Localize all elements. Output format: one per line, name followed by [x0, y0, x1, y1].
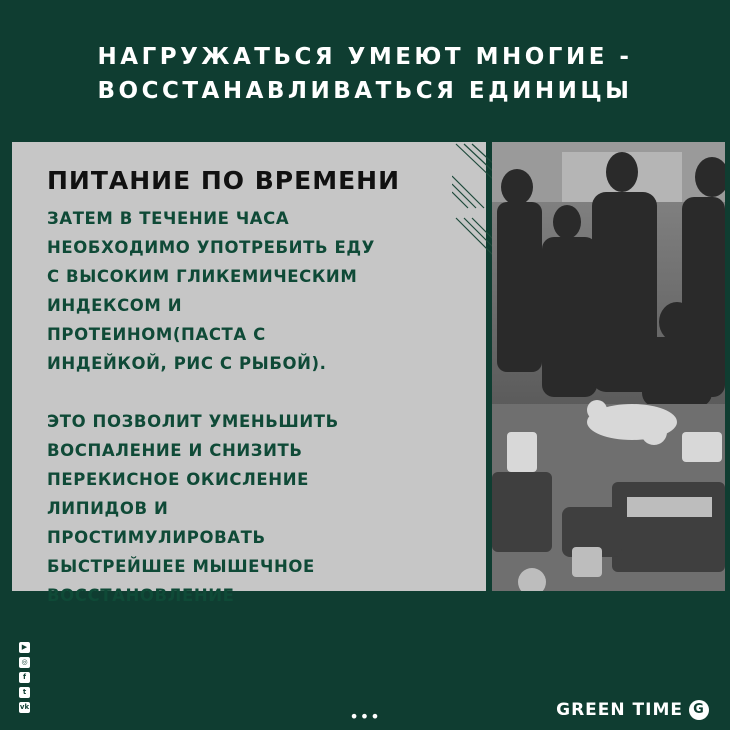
- text-line: ПРОСТИМУЛИРОВАТЬ: [47, 528, 266, 547]
- team-photo-icon: [492, 142, 725, 591]
- text-line: ЭТО ПОЗВОЛИТ УМЕНЬШИТЬ: [47, 412, 339, 431]
- text-line: БЫСТРЕЙШЕЕ МЫШЕЧНОЕ: [47, 557, 315, 576]
- pagination-dots: •••: [349, 707, 381, 726]
- brand-logo-icon: G: [689, 700, 709, 720]
- panel-body: [47, 204, 457, 610]
- text-line: ИНДЕЙКОЙ, РИС С РЫБОЙ).: [47, 354, 327, 373]
- text-line: ВОССТАНОВЛЕНИЕ: [47, 586, 235, 605]
- youtube-icon[interactable]: ▶: [19, 642, 30, 653]
- panel-title: ПИТАНИЕ ПО ВРЕМЕНИ: [47, 166, 401, 195]
- text-line: ПЕРЕКИСНОЕ ОКИСЛЕНИЕ: [47, 470, 309, 489]
- brand-name: GREEN TIME: [556, 700, 683, 720]
- instagram-icon[interactable]: ◎: [19, 657, 30, 668]
- text-line: ИНДЕКСОМ И: [47, 296, 183, 315]
- headline-line-1: НАГРУЖАТЬСЯ УМЕЮТ МНОГИЕ -: [97, 44, 633, 70]
- facebook-icon[interactable]: f: [19, 672, 30, 683]
- vk-icon[interactable]: vk: [19, 703, 30, 711]
- text-line: С ВЫСОКИМ ГЛИКЕМИЧЕСКИМ: [47, 267, 358, 286]
- headline: [0, 40, 730, 108]
- paragraph-1: [47, 204, 457, 378]
- text-line: НЕОБХОДИМО УПОТРЕБИТЬ ЕДУ: [47, 238, 375, 257]
- headline-line-2: ВОССТАНАВЛИВАТЬСЯ ЕДИНИЦЫ: [97, 78, 633, 104]
- text-line: ВОСПАЛЕНИЕ И СНИЗИТЬ: [47, 441, 303, 460]
- social-icons: [19, 642, 33, 717]
- team-photo: [492, 142, 725, 591]
- twitter-icon[interactable]: t: [19, 687, 30, 698]
- info-panel: [12, 142, 486, 605]
- text-line: ЗАТЕМ В ТЕЧЕНИЕ ЧАСА: [47, 209, 290, 228]
- text-line: ПРОТЕИНОМ(ПАСТА С: [47, 325, 266, 344]
- text-line: ЛИПИДОВ И: [47, 499, 169, 518]
- paragraph-2: [47, 407, 457, 610]
- brand: [556, 700, 709, 720]
